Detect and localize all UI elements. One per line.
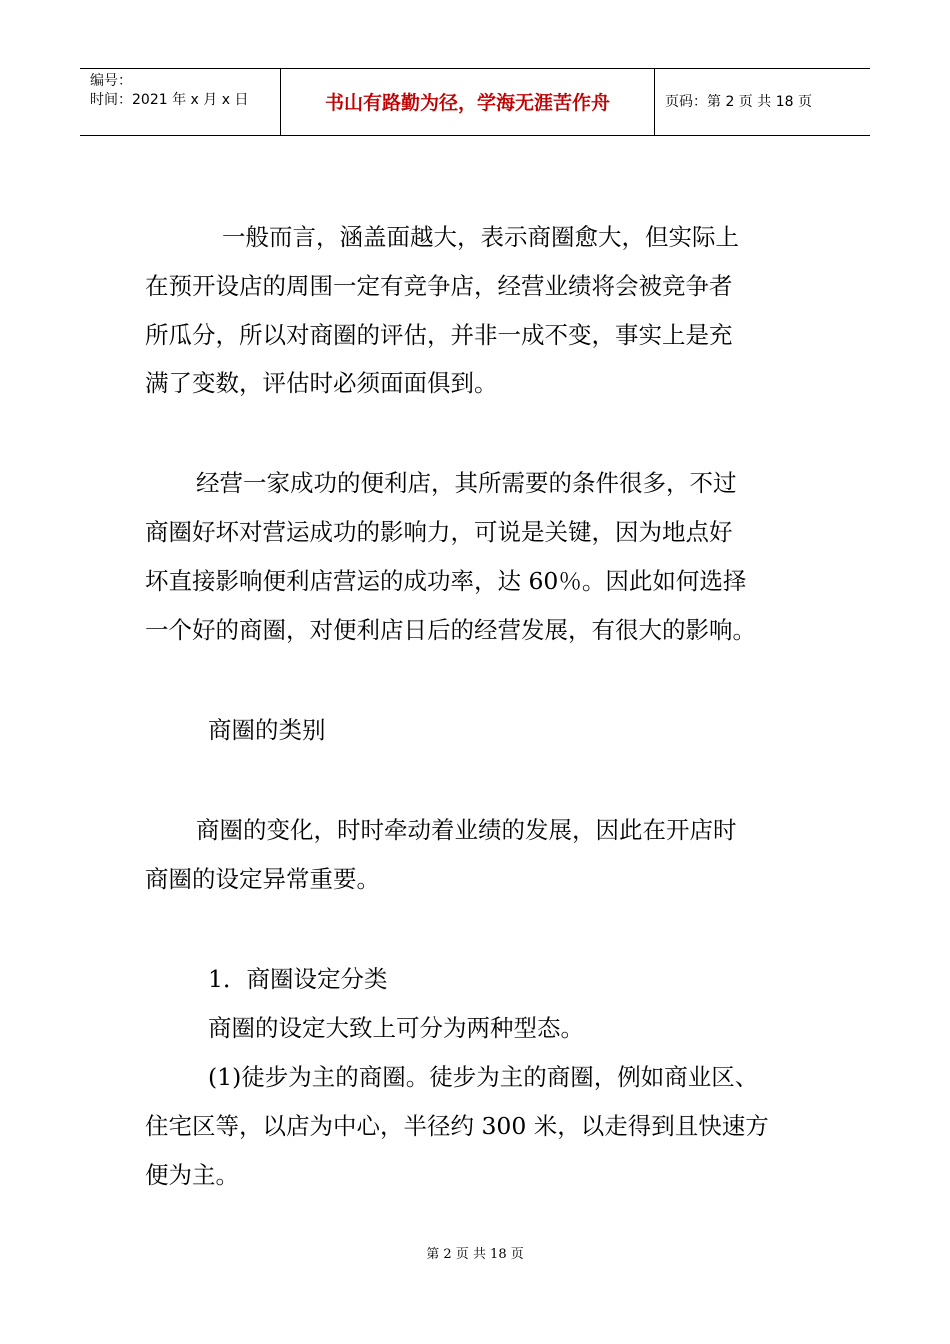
document-number-label: 编号： bbox=[90, 73, 132, 89]
paragraph-line: 商圈的设定异常重要。 bbox=[145, 865, 380, 893]
paragraph-line: 一个好的商圈，对便利店日后的经营发展，有很大的影响。 bbox=[145, 616, 756, 644]
paragraph-line: 满了变数，评估时必须面面俱到。 bbox=[145, 369, 498, 397]
paragraph-line: 所瓜分，所以对商圈的评估，并非一成不变，事实上是充 bbox=[145, 321, 733, 349]
page-footer: 第 2 页 共 18 页 bbox=[426, 1247, 524, 1262]
paragraph-line: 一般而言，涵盖面越大，表示商圈愈大，但实际上 bbox=[222, 223, 739, 251]
paragraph-line: 商圈的变化，时时牵动着业绩的发展，因此在开店时 bbox=[196, 816, 737, 844]
header-motto: 书山有路勤为径，学海无涯苦作舟 bbox=[324, 92, 610, 114]
list-item-line: (1)徒步为主的商圈。徒步为主的商圈，例如商业区、 bbox=[208, 1063, 759, 1091]
list-item-line: 便为主。 bbox=[145, 1161, 239, 1189]
header-page-info: 页码：第 2 页 共 18 页 bbox=[665, 94, 812, 110]
paragraph-line: 商圈的设定大致上可分为两种型态。 bbox=[208, 1014, 584, 1042]
paragraph-line: 经营一家成功的便利店，其所需要的条件很多，不过 bbox=[196, 469, 737, 497]
paragraph-line: 商圈好坏对营运成功的影响力，可说是关键，因为地点好 bbox=[145, 518, 733, 546]
list-item-line: 住宅区等，以店为中心，半径约 300 米，以走得到且快速方 bbox=[145, 1112, 769, 1140]
header-meta-cell bbox=[80, 69, 281, 135]
section-heading: 商圈的类别 bbox=[208, 716, 326, 744]
document-header bbox=[80, 68, 870, 136]
subsection-heading: 1．商圈设定分类 bbox=[208, 965, 388, 993]
paragraph-line: 在预开设店的周围一定有竞争店，经营业绩将会被竞争者 bbox=[145, 272, 733, 300]
header-page-cell bbox=[655, 69, 870, 135]
paragraph-line: 坏直接影响便利店营运的成功率，达 60％。因此如何选择 bbox=[145, 567, 747, 595]
header-motto-cell bbox=[281, 69, 655, 135]
document-date: 时间：2021 年 x 月 x 日 bbox=[90, 92, 249, 108]
